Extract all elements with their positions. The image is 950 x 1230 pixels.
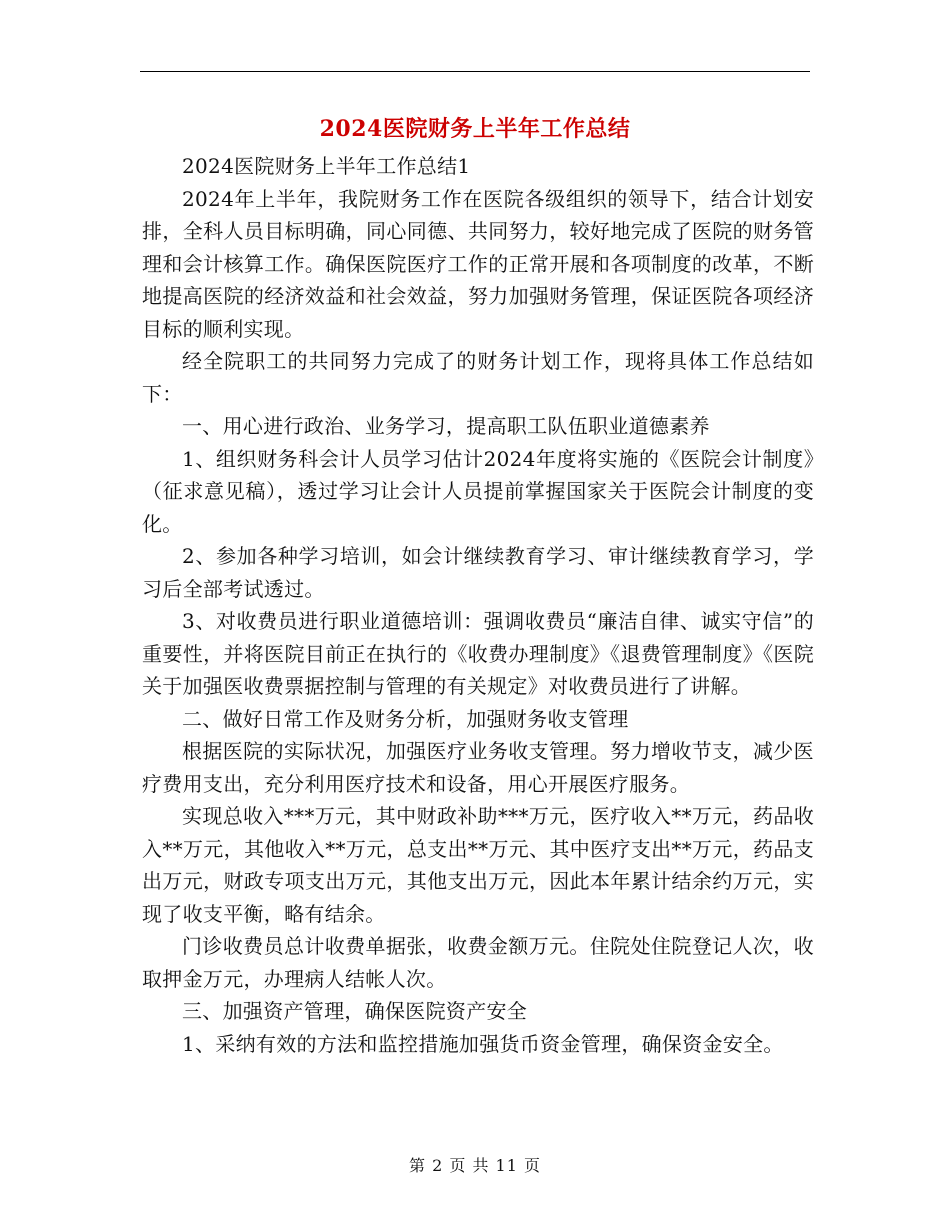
page-number-footer: 第 2 页 共 11 页: [409, 1156, 541, 1175]
paragraph-intro: 2024年上半年，我院财务工作在医院各级组织的领导下，结合计划安排，全科人员目标明确，同心同德、共同努力，较好地完成了医院的财务管理和会计核算工作。确保医院医疗工作的正常开展和各项制度的改革，不断地提高医院的经济效益和社会效益，努力加强财务管理，保证医院各项经济目标的顺利实现。: [142, 186, 814, 341]
paragraph-summary-lead: 经全院职工的共同努力完成了的财务计划工作，现将具体工作总结如下：: [142, 349, 814, 406]
document-body: [142, 150, 814, 1060]
paragraph-item-2-2: 实现总收入***万元，其中财政补助***万元，医疗收入**万元，药品收入**万元，其他收入**万元，总支出**万元、其中医疗支出**万元，药品支出万元，财政专项支出万元，其他支出万元，因此本年累计结余约万元，实现了收支平衡，略有结余。: [142, 804, 814, 926]
header-rule: [140, 71, 810, 72]
paragraph-item-1-1: 1、组织财务科会计人员学习估计2024年度将实施的《医院会计制度》（征求意见稿），透过学习让会计人员提前掌握国家关于医院会计制度的变化。: [142, 446, 814, 536]
section-heading-3: 三、加强资产管理，确保医院资产安全: [182, 999, 528, 1023]
paragraph-subtitle: 2024医院财务上半年工作总结1: [182, 154, 471, 178]
paragraph-item-3-1: 1、采纳有效的方法和监控措施加强货币资金管理，确保资金安全。: [182, 1031, 784, 1056]
paragraph-item-1-3: 3、对收费员进行职业道德培训：强调收费员“廉洁自律、诚实守信”的重要性，并将医院目前正在执行的《收费办理制度》《退费管理制度》《医院关于加强医收费票据控制与管理的有关规定》对收费员进行了讲解。: [142, 609, 814, 698]
paragraph-item-2-1: 根据医院的实际状况，加强医疗业务收支管理。努力增收节支，减少医疗费用支出，充分利用医疗技术和设备，用心开展医疗服务。: [142, 739, 814, 796]
section-heading-2: 二、做好日常工作及财务分析，加强财务收支管理: [182, 706, 629, 731]
paragraph-item-1-2: 2、参加各种学习培训，如会计继续教育学习、审计继续教育学习，学习后全部考试透过。: [142, 544, 814, 601]
paragraph-item-2-3: 门诊收费员总计收费单据张，收费金额万元。住院处住院登记人次，收取押金万元，办理病人结帐人次。: [142, 934, 814, 991]
section-heading-1: 一、用心进行政治、业务学习，提高职工队伍职业道德素养: [182, 414, 710, 438]
document-title: 2024医院财务上半年工作总结: [319, 116, 631, 142]
